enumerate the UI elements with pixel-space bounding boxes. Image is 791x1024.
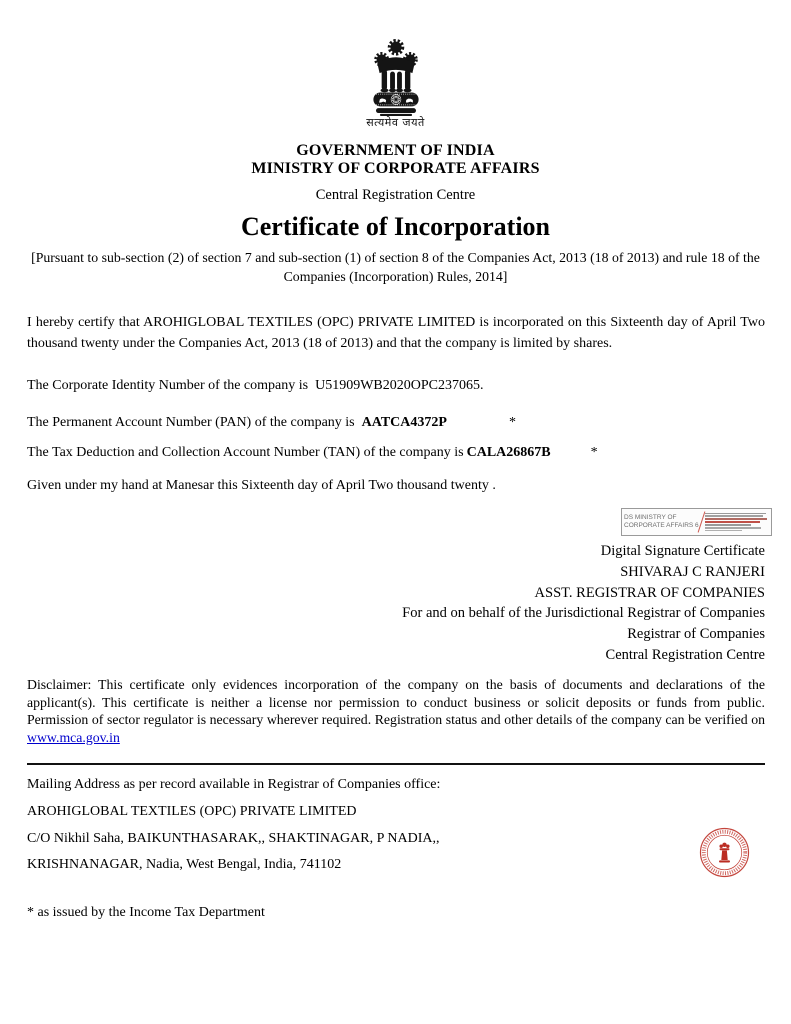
footnote-asterisk: * [27, 905, 34, 920]
pursuant-clause: [Pursuant to sub-section (2) of section 7 and sub-section (1) of section 8 of the Companies Act, 2013 (18 of 2013) and rule 18 of the Companies (Incorporation) Rules, 2014] [31, 250, 760, 284]
roc-red-seal-icon [697, 825, 752, 880]
signatory-name: SHIVARAJ C RANJERI [620, 563, 765, 580]
mailing-company-name: AROHIGLOBAL TEXTILES (OPC) PRIVATE LIMITED [27, 804, 357, 819]
footnote-text: as issued by the Income Tax Department [37, 905, 265, 920]
on-behalf-line: For and on behalf of the Jurisdictional Registrar of Companies [402, 605, 765, 622]
registrar-line: Registrar of Companies [627, 626, 765, 643]
dsc-stamp-line2: CORPORATE AFFAIRS 6 [624, 522, 699, 529]
certificate-header [0, 36, 791, 286]
dsc-title-line: Digital Signature Certificate [600, 543, 765, 559]
tan-asterisk: * [590, 445, 598, 460]
pan-label: The Permanent Account Number (PAN) of the company is [27, 415, 355, 430]
mailing-address-line2: KRISHNANAGAR, Nadia, West Bengal, India, 741102 [27, 857, 342, 872]
given-under-hand-line: Given under my hand at Manesar this Sixteenth day of April Two thousand twenty . [27, 478, 496, 493]
mailing-address-line1: C/O Nikhil Saha, BAIKUNTHASARAK,, SHAKTINAGAR, P NADIA,, [27, 831, 440, 846]
certification-paragraph: I hereby certify that AROHIGLOBAL TEXTILES (OPC) PRIVATE LIMITED is incorporated on this Sixteenth day of April Two thousand twenty under the Companies Act, 2013 (18 of 2013) and that the company is limited by shares. [27, 315, 765, 351]
dsc-stamp-label [622, 514, 699, 530]
cin-value: U51909WB2020OPC237065. [315, 378, 484, 393]
signature-block [27, 541, 765, 666]
cin-line [27, 376, 765, 397]
central-registration-centre-heading: Central Registration Centre [315, 187, 476, 203]
india-state-emblem-icon [0, 36, 791, 116]
disclaimer-text: Disclaimer: This certificate only evidences incorporation of the company on the basis of documents and declarations of the applicant(s). This certificate is neither a license nor permission to conduct business or solicit deposits or funds from public. Permission of sector regulator is necessary wherever required. Registration status and other details of the company can be verified on [27, 677, 765, 728]
dsc-stamp-line1: DS MINISTRY OF [624, 514, 677, 521]
tan-label: The Tax Deduction and Collection Account Number (TAN) of the company is [27, 445, 464, 460]
pan-asterisk: * [508, 415, 516, 430]
signatory-designation: ASST. REGISTRAR OF COMPANIES [534, 584, 765, 601]
pan-value: AATCA4372P [361, 415, 447, 430]
dsc-fine-print-lines [705, 511, 771, 533]
government-of-india-heading: GOVERNMENT OF INDIA [296, 142, 495, 159]
disclaimer-paragraph [27, 676, 765, 746]
mca-website-link[interactable]: www.mca.gov.in [27, 729, 120, 745]
ministry-heading: MINISTRY OF CORPORATE AFFAIRS [251, 160, 540, 177]
certificate-title: Certificate of Incorporation [240, 212, 551, 241]
mailing-address-heading: Mailing Address as per record available in Registrar of Companies office: [27, 777, 441, 792]
cin-label: The Corporate Identity Number of the company is [27, 378, 309, 393]
tan-value: CALA26867B [466, 445, 551, 460]
section-divider [27, 763, 765, 765]
crc-line: Central Registration Centre [605, 646, 765, 663]
satyameva-jayate-motto: सत्यमेव जयते [366, 116, 425, 129]
digital-signature-stamp [621, 508, 772, 536]
pan-tan-footnote [27, 903, 765, 924]
pan-line [27, 413, 765, 434]
tan-line [27, 443, 765, 464]
